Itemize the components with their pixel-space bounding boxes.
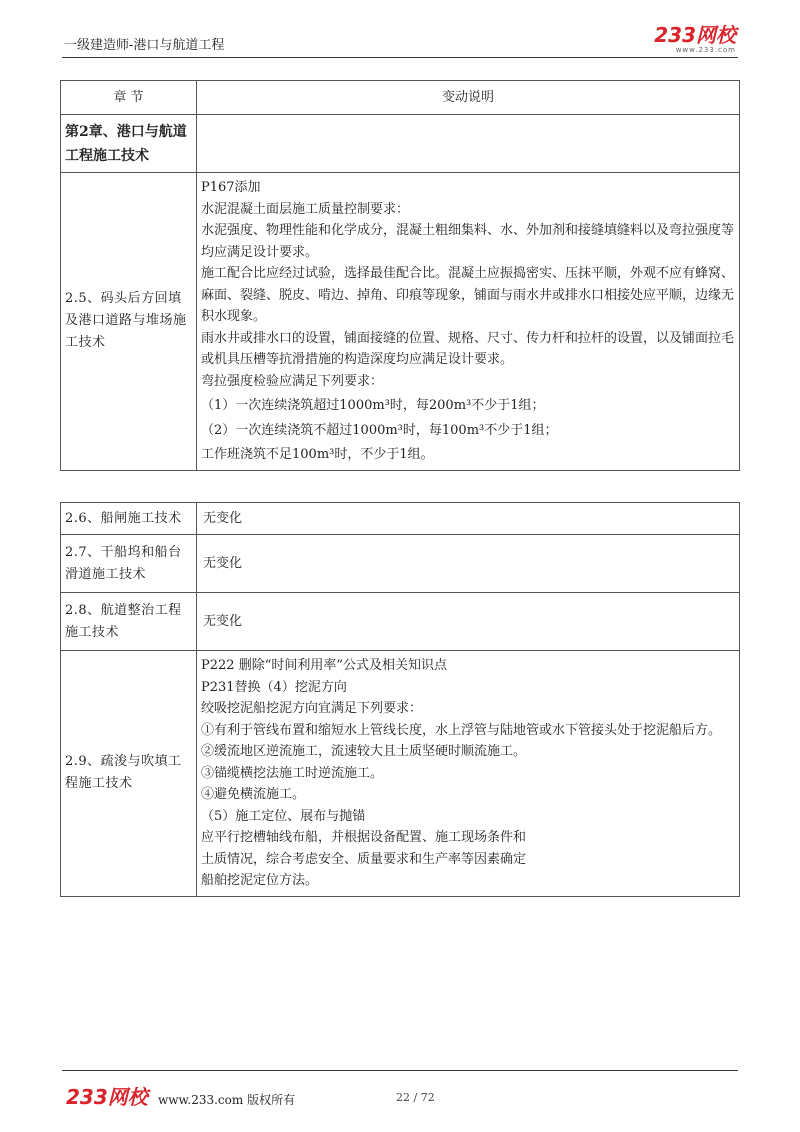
description-line: 弯拉强度检验应满足下列要求： (201, 373, 384, 389)
section-title: 2.7、干船坞和船台滑道施工技术 (61, 535, 197, 593)
description-line: （2）一次连续浇筑不超过1000m³时，每100m³不少于1组； (201, 422, 558, 438)
brand-logo (654, 24, 736, 54)
table-row (61, 593, 740, 651)
table-header-row (61, 81, 740, 115)
table-row (61, 173, 740, 471)
changes-table (60, 80, 740, 471)
logo-url: www.233.com (675, 46, 736, 54)
document-title: 一级建造师-港口与航道工程 (64, 38, 225, 53)
table-row (61, 651, 740, 897)
column-header-description: 变动说明 (197, 81, 740, 115)
description-line: （5）施工定位、展布与抛锚 (201, 808, 366, 824)
section-title: 2.9、疏浚与吹填工程施工技术 (61, 651, 197, 897)
table-row (61, 503, 740, 535)
section-description: 无变化 (197, 535, 740, 593)
chapter-description-cell (197, 115, 740, 173)
description-line: P231替换（4）挖泥方向 (201, 679, 347, 695)
description-line: ①有利于管线布置和缩短水上管线长度，水上浮管与陆地管或水下管接头处于挖泥船后方。 (201, 722, 722, 738)
description-line: P222 删除“时间利用率”公式及相关知识点 (201, 658, 447, 673)
page-footer (62, 1070, 738, 1120)
page-number: 22 / 72 (396, 1091, 435, 1104)
section-title: 2.5、码头后方回填及港口道路与堆场施工技术 (61, 173, 197, 471)
logo-text: 233网校 (654, 23, 736, 47)
description-line: 水泥强度、物理性能和化学成分，混凝土粗细集料、水、外加剂和接缝填缝料以及弯拉强度等均应满足设计要求。 (201, 223, 735, 260)
description-line: 应平行挖槽轴线布船，并根据设备配置、施工现场条件和 (201, 830, 527, 845)
description-line: ④避免横流施工。 (201, 787, 306, 802)
description-line: P167添加 (201, 180, 261, 195)
section-description (197, 651, 740, 897)
chapter-row (61, 115, 740, 173)
description-line: （1）一次连续浇筑超过1000m³时，每200m³不少于1组； (201, 398, 545, 413)
page-header (62, 24, 738, 58)
description-line: 雨水井或排水口的设置，铺面接缝的位置、规格、尺寸、传力杆和拉杆的设置，以及铺面拉毛或机具压槽等抗滑措施的构造深度均应满足设计要求。 (201, 330, 735, 367)
section-description: 无变化 (197, 503, 740, 535)
section-description: 无变化 (197, 593, 740, 651)
description-line: 绞吸挖泥船挖泥方向宜满足下列要求： (201, 701, 423, 716)
description-line: 施工配合比应经过试验，选择最佳配合比。混凝土应振捣密实、压抹平顺，外观不应有蜂窝、麻面、裂缝、脱皮、啃边、掉角、印痕等现象，铺面与雨水井或排水口相接处应平顺，边缘无积水现象。 (201, 266, 735, 324)
description-line: 水泥混凝土面层施工质量控制要求： (201, 201, 410, 217)
section-title: 2.8、航道整治工程施工技术 (61, 593, 197, 651)
description-line: ③锚缆横挖法施工时逆流施工。 (201, 765, 384, 781)
section-description (197, 173, 740, 471)
table-row (61, 535, 740, 593)
changes-table-continued (60, 502, 740, 897)
description-line: 船舶挖泥定位方法。 (201, 873, 319, 888)
footer-logo: 233网校 (66, 1085, 148, 1109)
description-line: 土质情况，综合考虑安全、质量要求和生产率等因素确定 (201, 851, 527, 867)
section-title: 2.6、船闸施工技术 (61, 503, 197, 535)
copyright-text: www.233.com 版权所有 (158, 1093, 296, 1107)
column-header-chapter: 章 节 (61, 81, 197, 115)
description-line: ②缓流地区逆流施工，流速较大且土质坚硬时顺流施工。 (201, 744, 527, 759)
chapter-title: 第2章、港口与航道工程施工技术 (61, 115, 197, 173)
description-line: 工作班浇筑不足100m³时，不少于1组。 (201, 447, 434, 462)
